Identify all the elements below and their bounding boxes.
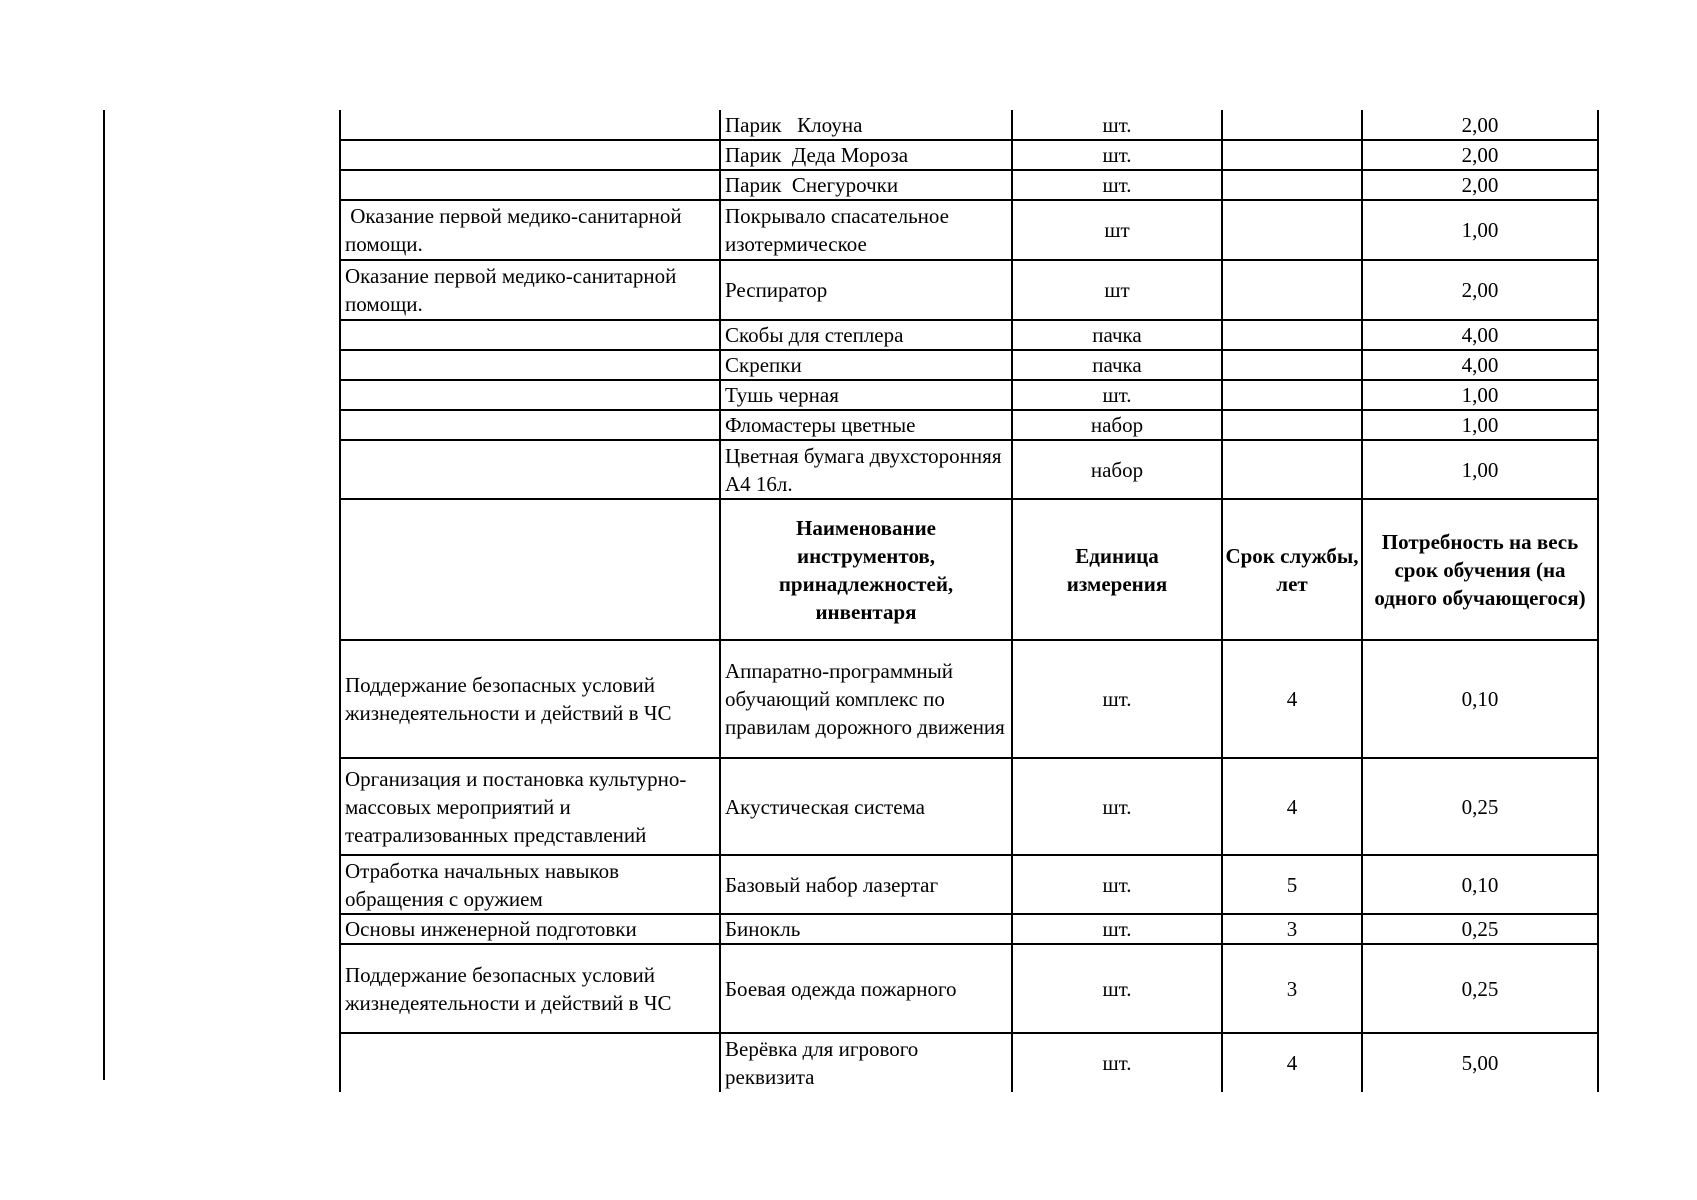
unit-cell: шт. — [1012, 170, 1222, 200]
unit-cell: пачка — [1012, 320, 1222, 350]
table-row — [340, 320, 1598, 350]
need-cell: 0,10 — [1362, 855, 1598, 914]
unit-cell: шт. — [1012, 140, 1222, 170]
activity-cell — [340, 320, 720, 350]
equipment-table — [339, 110, 1599, 1092]
activity-cell — [340, 140, 720, 170]
item-cell: Респиратор — [720, 260, 1012, 320]
service-cell: 4 — [1222, 758, 1362, 855]
item-cell: Тушь черная — [720, 380, 1012, 410]
table-row — [340, 440, 1598, 499]
activity-cell — [340, 350, 720, 380]
unit-cell: шт. — [1012, 110, 1222, 140]
need-cell: 4,00 — [1362, 350, 1598, 380]
item-cell: Бинокль — [720, 914, 1012, 944]
service-cell — [1222, 140, 1362, 170]
service-cell — [1222, 110, 1362, 140]
need-cell: 5,00 — [1362, 1033, 1598, 1092]
service-cell: 3 — [1222, 944, 1362, 1033]
table-row — [340, 410, 1598, 440]
activity-cell: Оказание первой медико-санитарной помощи. — [340, 200, 720, 260]
header-activity-cell — [340, 499, 720, 640]
activity-cell: Поддержание безопасных условий жизнедеятельности и действий в ЧС — [340, 640, 720, 758]
need-cell: 0,25 — [1362, 914, 1598, 944]
need-cell: 1,00 — [1362, 380, 1598, 410]
unit-cell: шт. — [1012, 640, 1222, 758]
activity-cell — [340, 1033, 720, 1092]
unit-cell: шт — [1012, 260, 1222, 320]
service-cell — [1222, 200, 1362, 260]
table-row — [340, 260, 1598, 320]
need-cell: 4,00 — [1362, 320, 1598, 350]
need-cell: 0,25 — [1362, 758, 1598, 855]
header-unit-cell: Единица измерения — [1012, 499, 1222, 640]
service-cell: 3 — [1222, 914, 1362, 944]
item-cell: Фломастеры цветные — [720, 410, 1012, 440]
item-cell: Боевая одежда пожарного — [720, 944, 1012, 1033]
table-row — [340, 1033, 1598, 1092]
service-cell — [1222, 170, 1362, 200]
unit-cell: шт. — [1012, 855, 1222, 914]
table-row — [340, 640, 1598, 758]
service-cell — [1222, 320, 1362, 350]
header-service-cell: Срок службы, лет — [1222, 499, 1362, 640]
unit-cell: шт — [1012, 200, 1222, 260]
item-cell: Покрывало спасательное изотермическое — [720, 200, 1012, 260]
unit-cell: шт. — [1012, 758, 1222, 855]
item-cell: Скрепки — [720, 350, 1012, 380]
unit-cell: шт. — [1012, 944, 1222, 1033]
unit-cell: шт. — [1012, 1033, 1222, 1092]
item-cell: Скобы для степлера — [720, 320, 1012, 350]
table-row — [340, 110, 1598, 140]
activity-cell — [340, 410, 720, 440]
service-cell: 4 — [1222, 640, 1362, 758]
service-cell: 4 — [1222, 1033, 1362, 1092]
need-cell: 0,25 — [1362, 944, 1598, 1033]
left-margin-rule — [103, 110, 105, 1080]
activity-cell: Организация и постановка культурно-массовых мероприятий и театрализованных представлений — [340, 758, 720, 855]
header-item-cell: Наименование инструментов, принадлежностей, инвентаря — [720, 499, 1012, 640]
table-row — [340, 350, 1598, 380]
service-cell — [1222, 380, 1362, 410]
table-row — [340, 380, 1598, 410]
activity-cell: Поддержание безопасных условий жизнедеятельности и действий в ЧС — [340, 944, 720, 1033]
unit-cell: пачка — [1012, 350, 1222, 380]
item-cell: Парик Деда Мороза — [720, 140, 1012, 170]
activity-cell — [340, 170, 720, 200]
unit-cell: шт. — [1012, 380, 1222, 410]
item-cell: Парик Клоуна — [720, 110, 1012, 140]
unit-cell: набор — [1012, 410, 1222, 440]
need-cell: 2,00 — [1362, 140, 1598, 170]
item-cell: Цветная бумага двухсторонняя А4 16л. — [720, 440, 1012, 499]
table-row — [340, 140, 1598, 170]
table-row — [340, 200, 1598, 260]
item-cell: Парик Снегурочки — [720, 170, 1012, 200]
unit-cell: шт. — [1012, 914, 1222, 944]
unit-cell: набор — [1012, 440, 1222, 499]
activity-cell: Основы инженерной подготовки — [340, 914, 720, 944]
need-cell: 2,00 — [1362, 170, 1598, 200]
need-cell: 2,00 — [1362, 110, 1598, 140]
activity-cell: Оказание первой медико-санитарной помощи. — [340, 260, 720, 320]
table-row — [340, 170, 1598, 200]
activity-cell — [340, 380, 720, 410]
table-row — [340, 944, 1598, 1033]
need-cell: 1,00 — [1362, 440, 1598, 499]
activity-cell — [340, 110, 720, 140]
need-cell: 1,00 — [1362, 410, 1598, 440]
activity-cell: Отработка начальных навыков обращения с оружием — [340, 855, 720, 914]
service-cell — [1222, 350, 1362, 380]
need-cell: 1,00 — [1362, 200, 1598, 260]
item-cell: Акустическая система — [720, 758, 1012, 855]
need-cell: 2,00 — [1362, 260, 1598, 320]
table-row — [340, 758, 1598, 855]
service-cell — [1222, 260, 1362, 320]
item-cell: Аппаратно-программный обучающий комплекс по правилам дорожного движения — [720, 640, 1012, 758]
table-row — [340, 914, 1598, 944]
service-cell — [1222, 410, 1362, 440]
service-cell: 5 — [1222, 855, 1362, 914]
table-row — [340, 855, 1598, 914]
need-cell: 0,10 — [1362, 640, 1598, 758]
service-cell — [1222, 440, 1362, 499]
header-need-cell: Потребность на весь срок обучения (на одного обучающегося) — [1362, 499, 1598, 640]
table-header-row — [340, 499, 1598, 640]
item-cell: Базовый набор лазертаг — [720, 855, 1012, 914]
activity-cell — [340, 440, 720, 499]
item-cell: Верёвка для игрового реквизита — [720, 1033, 1012, 1092]
